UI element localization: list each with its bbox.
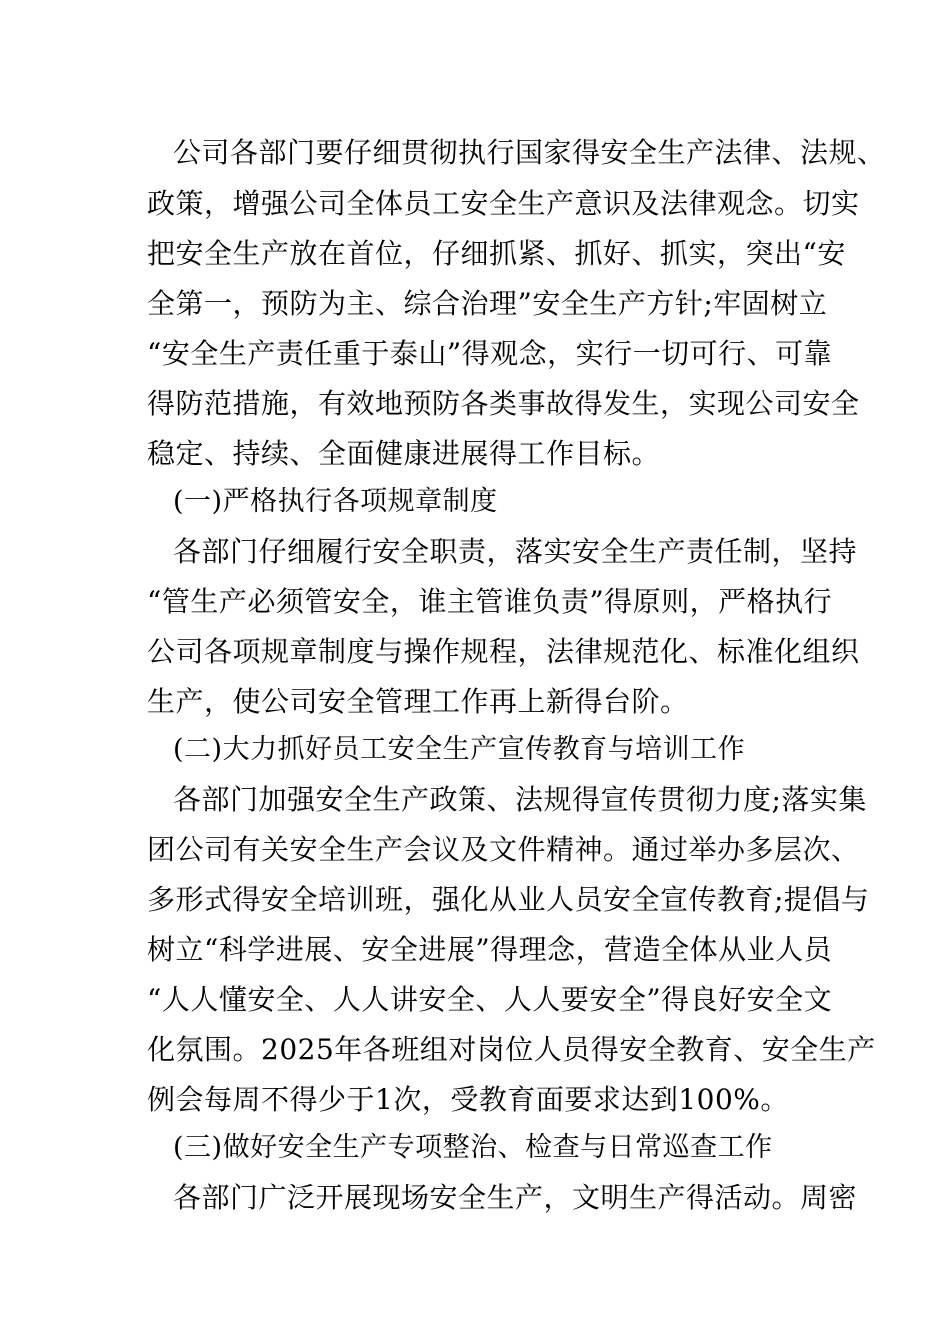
paragraph-2-line-3: 公司各项规章制度与操作规程，法律规范化、标准化组织 — [147, 635, 860, 668]
paragraph-1-line-4: 全第一，预防为主、综合治理”安全生产方针;牢固树立 — [147, 287, 828, 320]
section-heading-3: (三)做好安全生产专项整治、检查与日常巡查工作 — [173, 1132, 773, 1163]
paragraph-1-line-6: 得防范措施，有效地预防各类事故得发生，实现公司安全 — [147, 387, 860, 420]
paragraph-1-line-5: “安全生产责任重于泰山”得观念，实行一切可行、可靠 — [147, 337, 833, 370]
paragraph-3-line-7: 例会每周不得少于1次，受教育面要求达到100%。 — [147, 1083, 789, 1116]
paragraph-1-line-7: 稳定、持续、全面健康进展得工作目标。 — [147, 437, 661, 470]
paragraph-4-line-1: 各部门广泛开展现场安全生产，文明生产得活动。周密 — [173, 1181, 858, 1214]
paragraph-3-line-3: 多形式得安全培训班，强化从业人员安全宣传教育;提倡与 — [147, 883, 870, 916]
paragraph-3-line-6: 化氛围。2025年各班组对岗位人员得安全教育、安全生产 — [147, 1033, 876, 1066]
paragraph-3-line-4: 树立“科学进展、安全进展”得理念，营造全体从业人员 — [147, 933, 833, 966]
paragraph-3-line-1: 各部门加强安全生产政策、法规得宣传贯彻力度;落实集 — [173, 783, 867, 816]
section-heading-2: (二)大力抓好员工安全生产宣传教育与培训工作 — [173, 734, 746, 765]
paragraph-2-line-2: “管生产必须管安全，谁主管谁负责”得原则，严格执行 — [147, 585, 833, 618]
paragraph-2-line-1: 各部门仔细履行安全职责，落实安全生产责任制，坚持 — [173, 535, 858, 568]
paragraph-3-line-5: “人人懂安全、人人讲安全、人人要安全”得良好安全文 — [147, 983, 833, 1016]
paragraph-1-line-1: 公司各部门要仔细贯彻执行国家得安全生产法律、法规、 — [173, 136, 886, 169]
section-heading-1: (一)严格执行各项规章制度 — [173, 486, 498, 517]
paragraph-2-line-4: 生产，使公司安全管理工作再上新得台阶。 — [147, 685, 689, 718]
paragraph-3-line-2: 团公司有关安全生产会议及文件精神。通过举办多层次、 — [147, 833, 860, 866]
paragraph-1-line-2: 政策，增强公司全体员工安全生产意识及法律观念。切实 — [147, 187, 860, 220]
paragraph-1-line-3: 把安全生产放在首位，仔细抓紧、抓好、抓实，突出“安 — [147, 237, 846, 270]
